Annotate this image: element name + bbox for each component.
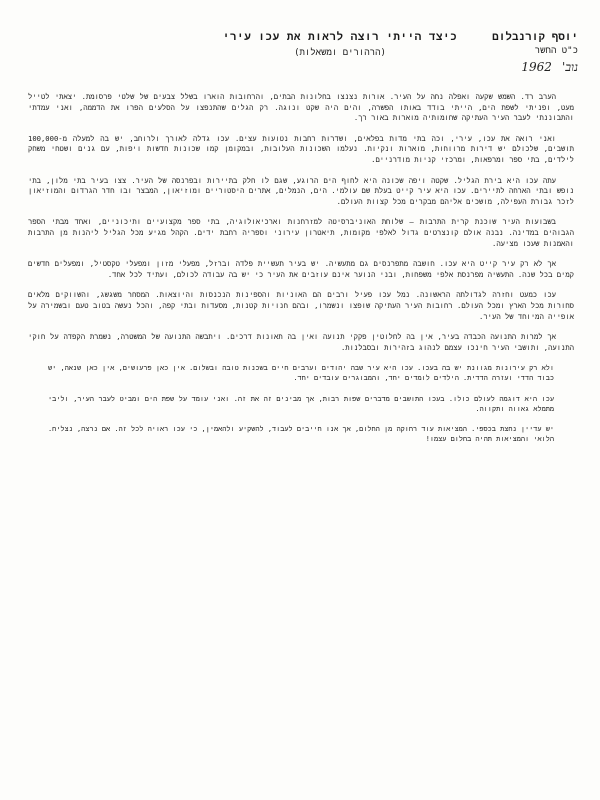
document-body <box>28 92 574 445</box>
author-name: יוסף קורנבלום <box>492 30 578 43</box>
paragraph-9: עכו היא דוגמה לעולם כולו. בעכו התושבים מדברים שפות רבות, אך מבינים זה את זה. ואני עומד על שפת הים ומביט לעבר העיר, וליבי מתמלא גאווה ותקווה. <box>48 394 554 413</box>
document-subtitle: (הרהורים ומשאלות) <box>294 48 386 58</box>
paragraph-7: אך למרות התנועה הכבדה בעיר, אין בה לחלוטין פקקי תנועה ואין בה תאונות דרכים. ויתבשה התנועה של המשטרה, נשמרת הקפדה על חוקי התנועה, ותושבי העיר חינכו עצמם לנהוג בזהירות ובסבלנות. <box>28 332 574 352</box>
paragraph-2: ואני רואה את עכו, עירי, וכה בתי מדות בפלאים, ושדרות רחבות נטועות עצים. עכו גדלה לאורך ולרוחב, יש בה למעלה מ-100,000 תושבים, שלכולם יש דירות מרווחות, מוארות ונקיות. נעלמו השכונות העלובות, ובמקומן קמו שכונות חדשות ויפות, עם גנים ושטחי משחק לילדים, בתי ספר ומרפאות, ומרכזי קניות מודרניים. <box>28 133 574 164</box>
document-title: כיצד הייתי רוצה לראות את עכו עירי <box>222 30 458 43</box>
title-block <box>190 30 490 58</box>
paragraph-5: אך לא רק עיר קייט היא עכו. חושבה מתפרנסים גם מתעשיה. יש בעיר תעשיית פלדה וברזל, מפעלי מזון ומפעלי טקסטיל, ומפעלים חדשים קמים בכל שנה. התעשיה מפרנסת אלפי משפחות, ובני הנוער אינם עוזבים את העיר כי יש בה עבודה לכולם, ועתיד לכל אחד. <box>28 259 574 279</box>
handwritten-month: נוב' <box>561 60 578 74</box>
handwritten-date <box>488 60 578 74</box>
hebrew-date: כ"ט החשר <box>534 46 578 56</box>
handwritten-year: 1962 <box>521 60 552 74</box>
paragraph-10: יש עדיין נחצת בכספי. המציאות עוד רחוקה מן החלום, אך אנו חייבים לעבוד, להשקיע ולהאמין, כי עכו ראויה לכל זה. אם נרצה, נצליח. הלואי והמציאות תהיה בחלום עצמו! <box>48 425 554 444</box>
paragraph-1: הערב רד. השמש שקעה ואפלה נחה על העיר. אורות נצנצו בחלונות הבתים, והרחובות הוארו בשלל צבעים של שלטי פרסומת. יצאתי לטייל מעט, ופניתי לשפת הים, הייתי בודד באותו הפשרה, והים היה שקט ונוגה. רק הגלים שהתנפצו על הסלעים הפרו את הדממה, ואני עמדתי והתבוננתי לעבר העיר העתיקה שחומותיה מוארות באור רך. <box>28 92 574 123</box>
paragraph-6: עכו כמעט וחזרה לגדולתה הראשונה. נמל עכו פעיל ורבים הם האוניות והספינות הנכנסות והיוצאות. המסחר משגשג, והשווקים מלאים סחורות מכל הארץ ומכל העולם. רחובות העיר העתיקה שופצו ונשמרו, ובהם חנויות קטנות, מסעדות ובתי קפה, והכל נעשה בטוב טעם ובשמירה על אופייה המיוחד של העיר. <box>28 290 574 321</box>
paragraph-8: ולא רק עירונות מגוונת יש בה בעכו. עכו היא עיר שבה יהודים וערבים חיים בשכנות טובה ובשלום. אין כאן פרעושים, אין כאן שנאה, יש כבוד הדדי ועזרה הדדית. הילדים לומדים יחד, והמבוגרים עובדים יחד. <box>48 364 554 383</box>
author-block <box>488 30 578 74</box>
paragraph-4: בשבועות העיר שוכנת קרית התרבות — שלוחת האוניברסיטה למזרחנות וארכיאולוגיה, בתי ספר מקצועיים ותיכוניים, ואחד מבתי הספר הגבוהים במדינה. נבנה אולם קונצרטים גדול לאלפי מקומות, תיאטרון עירוני וספריה רחבת ידים. הקהל מגיע מכל הגליל ליהנות מן התרבות והאמנות שעכו מציעה. <box>28 217 574 248</box>
paragraph-3: עתה עכו היא בירת הגליל. שקטה ויפה שכונה היא לחוף הים הרוגע, שגם לו חלק בתיירות ובפרנסה של העיר. צצו בעיר בתי מלון, בתי נופש ובתי הארחה לתיירים. עכו היא עיר קייט בעלת שם עולמי. הים, הנמלים, אתרים היסטוריים ומוזיאון, המבצר ובו חדר הגרדום והמוזיאון לזכר גבורת העפילה, מושכים אליהם מבקרים מכל קצוות העולם. <box>28 175 574 206</box>
